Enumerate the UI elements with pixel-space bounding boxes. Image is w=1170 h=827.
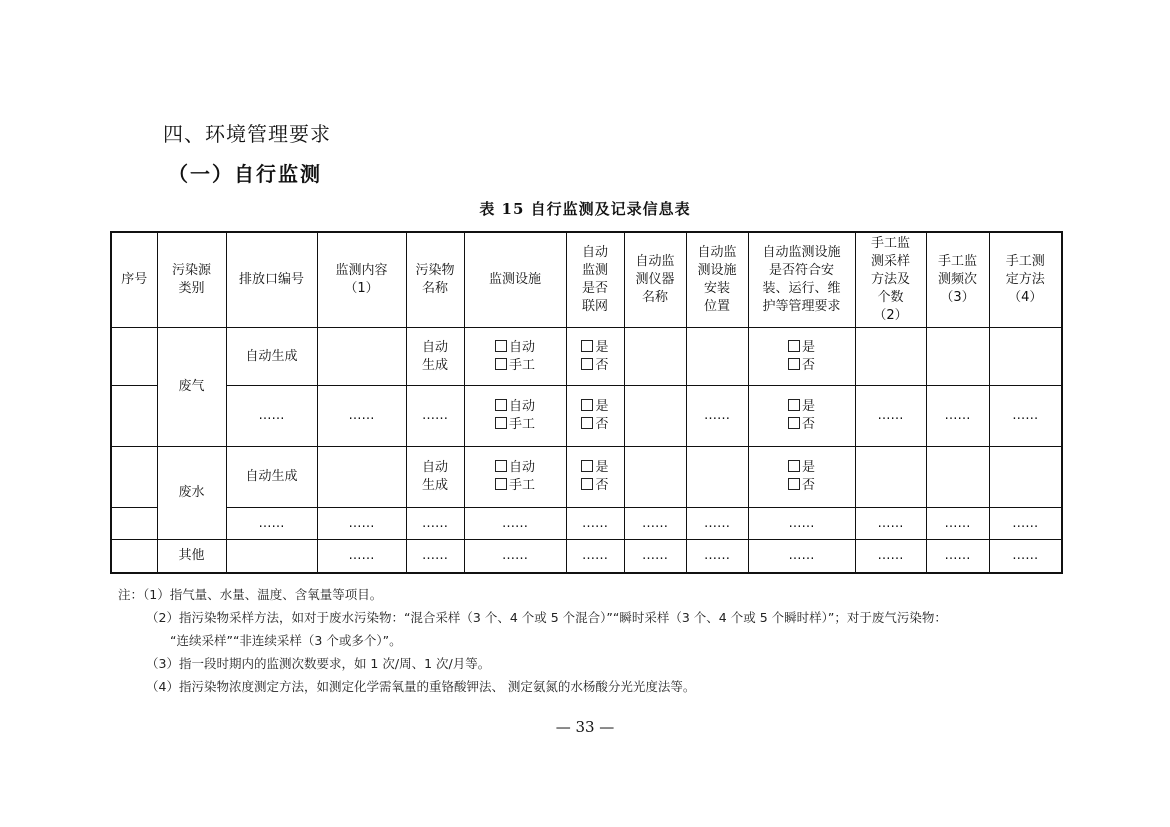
cell-outlet: …… <box>226 508 317 540</box>
cell-manual-method: …… <box>855 540 926 573</box>
header-auto-instrument: 自动监 测仪器 名称 <box>624 232 686 328</box>
header-manual-freq: 手工监 测频次 （3） <box>926 232 989 328</box>
cell-compliance <box>748 328 855 386</box>
table-notes <box>118 583 947 698</box>
checkbox-no[interactable]: 否 <box>788 478 815 493</box>
table-row <box>111 447 1062 508</box>
header-manual-test: 手工测 定方法 （4） <box>989 232 1062 328</box>
note-4: （4）指污染物浓度测定方法，如测定化学需氧量的重铬酸钾法、 测定氨氮的水杨酸分光光度法等。 <box>146 679 696 694</box>
cell-manual-method <box>855 447 926 508</box>
cell-seq <box>111 386 157 447</box>
checkbox-yes[interactable]: 是 <box>581 399 608 414</box>
checkbox-yes[interactable]: 是 <box>788 460 815 475</box>
cell-manual-freq <box>926 328 989 386</box>
cell-location: …… <box>686 386 748 447</box>
cell-content <box>317 328 406 386</box>
header-outlet: 排放口编号 <box>226 232 317 328</box>
note-1: 注：（1）指气量、水量、温度、含氧量等项目。 <box>118 587 383 602</box>
checkbox-no[interactable]: 否 <box>788 417 815 432</box>
cell-manual-freq: …… <box>926 540 989 573</box>
cell-compliance <box>748 386 855 447</box>
cell-pollutant: 自动 生成 <box>406 328 464 386</box>
cell-manual-test <box>989 447 1062 508</box>
checkbox-yes[interactable]: 是 <box>581 460 608 475</box>
cell-facility <box>464 328 566 386</box>
cell-networked: …… <box>566 540 624 573</box>
checkbox-manual[interactable]: 手工 <box>495 358 535 373</box>
cell-seq <box>111 508 157 540</box>
cell-manual-method: …… <box>855 386 926 447</box>
header-auto-location: 自动监 测设施 安装 位置 <box>686 232 748 328</box>
cell-networked: …… <box>566 508 624 540</box>
cell-facility <box>464 447 566 508</box>
cell-compliance: …… <box>748 540 855 573</box>
cell-pollutant: …… <box>406 540 464 573</box>
cell-outlet <box>226 540 317 573</box>
cell-networked <box>566 447 624 508</box>
section-heading: 四、环境管理要求 <box>163 122 331 146</box>
cell-source-gas: 废气 <box>157 328 226 447</box>
header-source-type: 污染源 类别 <box>157 232 226 328</box>
table-row <box>111 328 1062 386</box>
page-number: — 33 — <box>555 718 615 736</box>
subsection-heading: （一）自行监测 <box>168 162 322 186</box>
cell-manual-freq: …… <box>926 386 989 447</box>
checkbox-no[interactable]: 否 <box>581 478 608 493</box>
table-row <box>111 386 1062 447</box>
cell-manual-method <box>855 328 926 386</box>
cell-manual-test: …… <box>989 386 1062 447</box>
cell-instrument: …… <box>624 540 686 573</box>
cell-networked <box>566 328 624 386</box>
monitoring-table <box>110 231 1063 574</box>
cell-instrument <box>624 386 686 447</box>
cell-pollutant: …… <box>406 386 464 447</box>
header-pollutant: 污染物 名称 <box>406 232 464 328</box>
cell-outlet: 自动生成 <box>226 328 317 386</box>
cell-content: …… <box>317 540 406 573</box>
cell-compliance <box>748 447 855 508</box>
checkbox-manual[interactable]: 手工 <box>495 417 535 432</box>
header-content: 监测内容 （1） <box>317 232 406 328</box>
header-row <box>111 232 1062 328</box>
checkbox-manual[interactable]: 手工 <box>495 478 535 493</box>
cell-content: …… <box>317 508 406 540</box>
cell-location: …… <box>686 540 748 573</box>
checkbox-no[interactable]: 否 <box>788 358 815 373</box>
cell-content <box>317 447 406 508</box>
note-2: （2）指污染物采样方法，如对于废水污染物：“混合采样（3 个、4 个或 5 个混合）”“瞬时采样（3 个、4 个或 5 个瞬时样）”；对于废气污染物： <box>146 610 947 625</box>
cell-instrument <box>624 328 686 386</box>
cell-manual-test <box>989 328 1062 386</box>
table-row <box>111 508 1062 540</box>
cell-facility: …… <box>464 508 566 540</box>
cell-location <box>686 328 748 386</box>
header-auto-compliance: 自动监测设施 是否符合安 装、运行、维 护等管理要求 <box>748 232 855 328</box>
cell-seq <box>111 540 157 573</box>
checkbox-auto[interactable]: 自动 <box>495 399 535 414</box>
checkbox-auto[interactable]: 自动 <box>495 460 535 475</box>
checkbox-yes[interactable]: 是 <box>581 340 608 355</box>
checkbox-no[interactable]: 否 <box>581 358 608 373</box>
cell-outlet: 自动生成 <box>226 447 317 508</box>
cell-compliance: …… <box>748 508 855 540</box>
table-row <box>111 540 1062 573</box>
header-auto-networked: 自动 监测 是否 联网 <box>566 232 624 328</box>
cell-outlet: …… <box>226 386 317 447</box>
cell-content: …… <box>317 386 406 447</box>
cell-location <box>686 447 748 508</box>
cell-facility: …… <box>464 540 566 573</box>
header-facility: 监测设施 <box>464 232 566 328</box>
checkbox-yes[interactable]: 是 <box>788 340 815 355</box>
cell-location: …… <box>686 508 748 540</box>
cell-manual-test: …… <box>989 508 1062 540</box>
cell-source-other: 其他 <box>157 540 226 573</box>
cell-source-water: 废水 <box>157 447 226 540</box>
cell-seq <box>111 447 157 508</box>
cell-instrument: …… <box>624 508 686 540</box>
header-seq: 序号 <box>111 232 157 328</box>
checkbox-no[interactable]: 否 <box>581 417 608 432</box>
header-manual-method: 手工监 测采样 方法及 个数 （2） <box>855 232 926 328</box>
cell-pollutant: 自动 生成 <box>406 447 464 508</box>
cell-seq <box>111 328 157 386</box>
table-caption: 表 15 自行监测及记录信息表 <box>479 200 691 218</box>
cell-manual-method: …… <box>855 508 926 540</box>
checkbox-yes[interactable]: 是 <box>788 399 815 414</box>
cell-instrument <box>624 447 686 508</box>
cell-facility <box>464 386 566 447</box>
note-2-cont: “连续采样”“非连续采样（3 个或多个）”。 <box>170 633 402 648</box>
cell-manual-test: …… <box>989 540 1062 573</box>
cell-pollutant: …… <box>406 508 464 540</box>
note-3: （3）指一段时期内的监测次数要求，如 1 次/周、1 次/月等。 <box>146 656 491 671</box>
cell-networked <box>566 386 624 447</box>
checkbox-auto[interactable]: 自动 <box>495 340 535 355</box>
cell-manual-freq: …… <box>926 508 989 540</box>
cell-manual-freq <box>926 447 989 508</box>
